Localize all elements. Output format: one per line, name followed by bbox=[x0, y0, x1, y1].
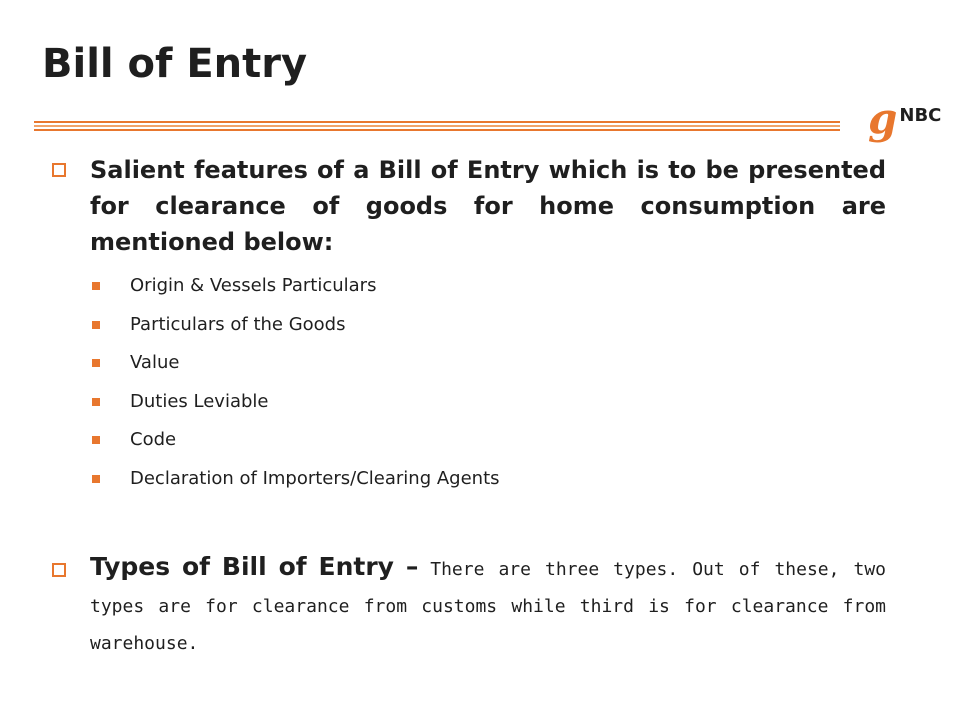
types-heading: Types of Bill of Entry – bbox=[90, 552, 419, 581]
salient-features-section bbox=[52, 152, 886, 505]
list-item bbox=[130, 390, 886, 429]
list-item bbox=[130, 467, 886, 506]
filled-square-bullet-icon bbox=[92, 321, 100, 329]
hollow-square-bullet-icon bbox=[52, 163, 66, 177]
list-item bbox=[130, 274, 886, 313]
features-list bbox=[52, 274, 886, 505]
list-item-label: Particulars of the Goods bbox=[130, 313, 346, 335]
types-paragraph bbox=[90, 550, 886, 661]
nbc-logo bbox=[868, 94, 942, 143]
filled-square-bullet-icon bbox=[92, 359, 100, 367]
filled-square-bullet-icon bbox=[92, 436, 100, 444]
hollow-square-bullet-icon bbox=[52, 563, 66, 577]
types-section bbox=[52, 550, 886, 661]
list-item-label: Origin & Vessels Particulars bbox=[130, 275, 377, 296]
filled-square-bullet-icon bbox=[92, 475, 100, 483]
list-item-label: Declaration of Importers/Clearing Agents bbox=[130, 467, 500, 489]
title-underline-rule bbox=[34, 121, 840, 135]
list-item bbox=[130, 313, 886, 352]
list-item bbox=[130, 428, 886, 467]
salient-features-heading: Salient features of a Bill of Entry which is to be presented for clearance of goods for home consumption are mentioned below: bbox=[90, 156, 886, 256]
filled-square-bullet-icon bbox=[92, 398, 100, 406]
logo-mark: g bbox=[868, 94, 898, 143]
list-item-label: Code bbox=[130, 429, 177, 450]
filled-square-bullet-icon bbox=[92, 282, 100, 290]
list-item-label: Duties Leviable bbox=[130, 390, 269, 412]
logo-text: NBC bbox=[899, 105, 942, 126]
slide-title: Bill of Entry bbox=[42, 41, 308, 87]
list-item-label: Value bbox=[130, 352, 180, 373]
types-text: There are three types. Out of these, two types are for clearance from customs while third is for clearance from warehouse. bbox=[90, 559, 886, 654]
list-item bbox=[130, 351, 886, 390]
